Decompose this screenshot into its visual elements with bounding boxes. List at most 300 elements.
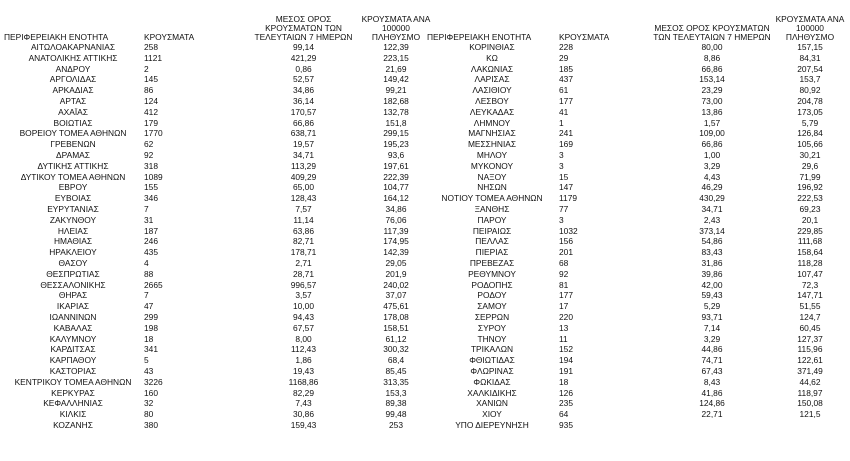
cell-region: ΚΟΡΙΝΘΙΑΣ [469,42,515,52]
cell-per100k: 158,51 [383,322,409,333]
cell-region: ΗΜΑΘΙΑΣ [53,236,93,247]
cases-table-right [427,14,847,431]
cell-avg7: 5,29 [703,301,721,312]
cell-region: ΡΟΔΟΠΗΣ [471,279,513,290]
cell-per100k: 240,02 [383,279,409,290]
table-row [4,409,431,420]
header-region: ΠΕΡΙΦΕΡΕΙΑΚΗ ΕΝΟΤΗΤΑ [427,32,532,42]
table-row [427,377,847,388]
cell-region: ΠΙΕΡΙΑΣ [475,247,509,258]
cell-avg7: 42,00 [701,279,723,290]
table-row [427,42,847,53]
cell-avg7: 4,43 [703,171,721,182]
table-row [427,182,847,193]
cell-per100k: 299,15 [383,128,409,139]
cell-cases: 160 [144,387,158,398]
cell-per100k: 99,21 [385,85,407,96]
cell-per100k: 34,86 [385,203,407,214]
cell-avg7: 1168,86 [288,376,319,387]
cell-region: ΑΧΑΪΑΣ [58,106,88,117]
cell-cases: 92 [559,268,569,279]
cell-avg7: 11,14 [293,214,314,225]
cell-avg7: 7,14 [703,322,721,333]
table-row [427,301,847,312]
cell-avg7: 23,29 [701,85,723,96]
cell-region: ΤΡΙΚΑΛΩΝ [470,344,514,355]
cell-per100k: 104,77 [383,182,409,193]
cell-region: ΠΑΡΟΥ [477,214,507,225]
cell-cases: 412 [144,106,158,117]
cell-avg7: 7,57 [295,203,312,214]
cell-cases: 156 [559,236,573,247]
cell-avg7: 82,29 [293,387,314,398]
cell-avg7: 638,71 [290,128,317,139]
table-row [4,107,431,118]
cell-per100k: 93,6 [387,149,405,160]
cell-per100k: 127,37 [797,333,823,344]
cell-per100k [773,420,847,431]
cell-per100k: 197,61 [383,160,409,171]
table-row [427,312,847,323]
cell-per100k: 124,7 [799,311,821,322]
table-row [427,398,847,409]
cell-cases: 185 [559,63,573,74]
cell-region: ΕΥΒΟΙΑΣ [54,193,92,204]
cell-per100k: 475,61 [383,301,409,312]
cell-cases: 2665 [144,279,163,290]
cell-avg7: 19,57 [293,139,314,150]
cell-avg7: 2,71 [295,257,312,268]
cell-cases: 235 [559,398,573,409]
cell-cases: 29 [559,52,569,63]
cell-cases: 64 [559,409,569,420]
cell-per100k: 158,64 [797,247,823,258]
table-row [4,172,431,183]
table-row [427,96,847,107]
cell-region: ΠΕΛΛΑΣ [475,236,509,247]
cell-region: ΝΗΣΩΝ [477,182,507,193]
cell-cases: 7 [144,203,149,214]
cell-region: ΙΚΑΡΙΑΣ [56,301,90,312]
table-row [4,128,431,139]
cell-region: ΑΝΑΤΟΛΙΚΗΣ ΑΤΤΙΚΗΣ [28,52,118,63]
cell-avg7: 3,29 [703,333,721,344]
cell-avg7: 3,29 [703,160,721,171]
cell-cases: 187 [144,225,158,236]
cell-per100k: 118,28 [797,257,823,268]
cell-cases: 80 [144,409,154,420]
cell-per100k: 68,4 [387,355,405,366]
cell-cases: 1121 [144,52,163,63]
cell-avg7: 41,86 [701,387,723,398]
cell-avg7: 31,86 [701,257,723,268]
table-row [427,247,847,258]
cell-cases: 241 [559,128,573,139]
cell-region: ΚΑΛΥΜΝΟΥ [49,333,97,344]
cell-cases: 155 [144,182,158,193]
cell-avg7: 82,71 [293,236,314,247]
cell-avg7: 153,14 [699,74,725,85]
table-row [427,236,847,247]
cell-cases: 318 [144,160,158,171]
cell-per100k: 80,92 [799,85,821,96]
cell-per100k: 300,32 [383,344,409,355]
cell-per100k: 21,69 [385,63,407,74]
cell-cases: 3 [559,149,564,160]
table-row [427,290,847,301]
table-row [427,420,847,431]
cell-region: ΛΕΥΚΑΔΑΣ [469,106,515,117]
table-row [4,182,431,193]
cell-per100k: 61,12 [385,333,407,344]
cell-region: ΞΑΝΘΗΣ [474,203,510,214]
cell-cases: 152 [559,344,573,355]
cell-avg7: 13,86 [701,106,723,117]
cell-cases: 437 [559,74,573,85]
cell-region: ΦΩΚΙΔΑΣ [473,376,511,387]
table-row [427,161,847,172]
header-cases: ΚΡΟΥΣΜΑΤΑ [559,32,610,42]
cell-per100k: 222,53 [797,193,823,204]
header-per100k: ΚΡΟΥΣΜΑΤΑ ΑΝΑ 100000 ΠΛΗΘΥΣΜΟ [361,14,431,42]
table-row [427,107,847,118]
cell-cases: 246 [144,236,158,247]
cell-cases: 5 [144,355,149,366]
cell-per100k: 76,06 [385,214,407,225]
cell-cases: 31 [144,214,154,225]
cell-avg7: 10,00 [293,301,314,312]
table-row [427,344,847,355]
cell-per100k: 153,7 [799,74,821,85]
cell-avg7 [651,420,773,431]
table-row [427,323,847,334]
cell-avg7: 19,43 [293,365,314,376]
table-row [4,323,431,334]
cell-per100k: 182,68 [383,95,409,106]
cell-region: ΖΑΚΥΝΘΟΥ [49,214,97,225]
cell-region: ΘΗΡΑΣ [58,290,88,301]
table-row [4,366,431,377]
cell-per100k: 29,05 [385,257,407,268]
cell-region: ΑΡΓΟΛΙΔΑΣ [49,74,97,85]
cell-region: ΚΩ [486,52,498,63]
cell-per100k: 30,21 [799,149,821,160]
cell-cases: 41 [559,106,569,117]
cell-avg7: 34,71 [293,149,314,160]
cell-cases: 435 [144,247,158,258]
cell-avg7: 66,86 [293,117,314,128]
cell-avg7: 67,57 [293,322,314,333]
cell-per100k: 122,61 [797,355,823,366]
cases-table-left-body [4,42,431,431]
table-row [4,258,431,269]
cell-per100k: 84,31 [799,52,821,63]
cases-table-right-body [427,42,847,431]
cell-avg7: 8,43 [703,376,721,387]
cell-avg7: 2,43 [703,214,721,225]
cell-region: ΑΡΤΑΣ [59,95,87,106]
table-row [4,334,431,345]
cell-avg7: 112,43 [291,344,316,355]
table-row [427,269,847,280]
cell-region: ΜΗΛΟΥ [476,149,508,160]
cell-cases: 3 [559,214,564,225]
cell-avg7: 170,57 [290,106,317,117]
cell-per100k: 71,99 [799,171,821,182]
table-row [427,226,847,237]
table-row [4,215,431,226]
table-row [4,398,431,409]
cell-per100k: 178,08 [383,311,409,322]
cell-per100k: 222,39 [383,171,409,182]
table-row [4,312,431,323]
cell-cases: 177 [559,290,573,301]
table-row [4,85,431,96]
cell-avg7: 36,14 [293,95,314,106]
cell-avg7: 124,86 [699,398,725,409]
cell-cases: 3 [559,160,564,171]
cell-avg7: 8,86 [703,52,721,63]
cell-region: ΜΕΣΣΗΝΙΑΣ [467,139,517,150]
cell-region: ΚΟΖΑΝΗΣ [53,419,93,430]
cell-cases: 191 [559,365,573,376]
cell-region: ΚΕΦΑΛΛΗΝΙΑΣ [43,398,103,409]
table-row [4,96,431,107]
cell-cases: 258 [144,42,158,52]
cell-avg7: 30,86 [293,409,314,420]
cell-region: ΣΑΜΟΥ [477,301,507,312]
cell-per100k: 69,23 [799,203,821,214]
header-region: ΠΕΡΙΦΕΡΕΙΑΚΗ ΕΝΟΤΗΤΑ [4,32,109,42]
cell-region: ΧΑΛΚΙΔΙΚΗΣ [467,387,517,398]
cell-region: ΑΡΚΑΔΙΑΣ [52,85,94,96]
cell-avg7: 73,00 [701,95,723,106]
cell-avg7: 67,43 [701,365,723,376]
table-row [4,290,431,301]
cell-cases: 61 [559,85,569,96]
cell-region: ΚΑΡΔΙΤΣΑΣ [50,344,96,355]
cell-cases: 1179 [559,193,578,204]
cell-per100k: 20,1 [801,214,819,225]
cell-per100k: 89,38 [385,398,407,409]
cell-avg7: 421,29 [290,52,317,63]
cell-region: ΔΡΑΜΑΣ [56,149,90,160]
cell-region: ΘΑΣΟΥ [58,257,88,268]
cell-region: ΑΙΤΩΛΟΑΚΑΡΝΑΝΙΑΣ [30,42,116,52]
cell-cases: 147 [559,182,573,193]
cell-avg7: 66,86 [701,63,723,74]
cell-per100k: 115,96 [797,344,823,355]
cell-cases: 1089 [144,171,163,182]
table-row [4,64,431,75]
cell-avg7: 3,57 [295,290,312,301]
cell-per100k: 157,15 [797,42,823,52]
cell-per100k: 313,35 [383,376,409,387]
cell-per100k: 195,23 [383,139,409,150]
cell-per100k: 229,85 [797,225,823,236]
cell-region: ΒΟΡΕΙΟΥ ΤΟΜΕΑ ΑΘΗΝΩΝ [19,128,127,139]
cell-avg7: 0,86 [295,63,312,74]
cell-per100k: 99,48 [385,409,407,420]
cell-cases: 68 [559,257,569,268]
cell-per100k: 164,12 [383,193,409,204]
cell-avg7: 996,57 [290,279,317,290]
cell-avg7: 159,43 [290,419,317,430]
cell-region: ΚΙΛΚΙΣ [59,409,87,420]
cell-per100k: 118,97 [797,387,823,398]
cell-avg7: 52,57 [293,74,314,85]
cell-avg7: 39,86 [701,268,723,279]
table-row [4,236,431,247]
cell-region: ΚΑΡΠΑΘΟΥ [49,355,97,366]
cell-per100k: 72,3 [801,279,819,290]
cell-avg7: 34,71 [701,203,723,214]
cell-per100k: 173,05 [797,106,823,117]
cell-cases: 1 [559,117,564,128]
cell-avg7: 373,14 [699,225,725,236]
cell-cases: 15 [559,171,569,182]
table-row [427,193,847,204]
cell-cases: 3226 [144,376,163,387]
cell-cases: 194 [559,355,573,366]
cell-avg7: 94,43 [293,311,314,322]
table-row [427,64,847,75]
cell-per100k: 85,45 [385,365,407,376]
cell-per100k: 253 [389,419,403,430]
cell-cases: 62 [144,139,154,150]
table-row [427,53,847,64]
cell-region: ΦΛΩΡΙΝΑΣ [470,365,514,376]
cell-cases: 299 [144,311,158,322]
cell-cases: 177 [559,95,573,106]
cell-cases: 124 [144,95,158,106]
header-cases: ΚΡΟΥΣΜΑΤΑ [144,32,195,42]
table-row [427,139,847,150]
cell-avg7: 409,29 [290,171,317,182]
cell-per100k: 44,62 [799,376,821,387]
table-row [4,247,431,258]
cell-avg7: 113,29 [291,160,316,171]
table-row [4,269,431,280]
table-row [4,118,431,129]
header-per100k: ΚΡΟΥΣΜΑΤΑ ΑΝΑ 100000 ΠΛΗΘΥΣΜΟ [775,14,845,42]
cell-per100k: 196,92 [797,182,823,193]
cell-region: ΡΟΔΟΥ [477,290,507,301]
cell-per100k: 122,39 [383,42,409,52]
cell-per100k: 150,08 [797,398,823,409]
table-row [427,409,847,420]
cell-region: ΥΠΟ ΔΙΕΡΕΥΝΗΣΗ [455,419,529,430]
table-row [4,420,431,431]
cell-per100k: 105,66 [797,139,823,150]
table-header-row [4,14,431,42]
cell-cases: 346 [144,193,158,204]
cell-per100k: 149,42 [383,74,409,85]
cell-cases: 81 [559,279,569,290]
table-row [4,355,431,366]
cell-per100k: 121,5 [799,409,821,420]
cell-per100k: 147,71 [797,290,823,301]
cell-region: ΘΕΣΠΡΩΤΙΑΣ [46,268,100,279]
cell-region: ΤΗΝΟΥ [477,333,507,344]
cell-avg7: 63,86 [293,225,314,236]
cell-per100k: 371,49 [797,365,823,376]
cell-avg7: 28,71 [293,268,314,279]
cell-per100k: 29,6 [801,160,819,171]
table-header-row [427,14,847,42]
cell-per100k: 60,45 [799,322,821,333]
cell-avg7: 22,71 [701,409,723,420]
cell-avg7: 1,57 [703,117,721,128]
cell-per100k: 142,39 [383,247,409,258]
cell-cases: 1770 [144,128,163,139]
cell-cases: 32 [144,398,154,409]
table-row [4,161,431,172]
table-row [427,355,847,366]
table-row [427,215,847,226]
cell-region: ΛΑΚΩΝΙΑΣ [470,63,514,74]
cell-cases: 169 [559,139,573,150]
cell-region: ΣΕΡΡΩΝ [474,311,510,322]
cell-avg7: 46,29 [701,182,723,193]
cell-region: ΜΥΚΟΝΟΥ [470,160,514,171]
table-row [427,150,847,161]
table-row [427,258,847,269]
table-row [4,42,431,53]
cell-avg7: 178,71 [290,247,317,258]
cell-region: ΚΕΝΤΡΙΚΟΥ ΤΟΜΕΑ ΑΘΗΝΩΝ [14,376,132,387]
cell-cases: 341 [144,344,158,355]
table-row [4,74,431,85]
cell-avg7: 1,00 [703,149,721,160]
cell-per100k: 151,8 [385,117,407,128]
cell-cases: 220 [559,311,573,322]
cell-region: ΘΕΣΣΑΛΟΝΙΚΗΣ [40,279,106,290]
cell-avg7: 44,86 [701,344,723,355]
cell-per100k: 204,78 [797,95,823,106]
cell-per100k: 117,39 [383,225,409,236]
table-row [427,280,847,291]
table-row [427,334,847,345]
cell-region: ΚΕΡΚΥΡΑΣ [51,387,95,398]
cell-region: ΑΝΔΡΟΥ [55,63,91,74]
cell-region: ΠΡΕΒΕΖΑΣ [469,257,515,268]
cell-region: ΛΑΣΙΘΙΟΥ [472,85,512,96]
cell-per100k: 132,78 [383,106,409,117]
table-row [4,377,431,388]
cell-cases: 380 [144,419,158,430]
table-row [4,204,431,215]
cell-cases: 18 [144,333,154,344]
cell-cases: 201 [559,247,573,258]
cell-region: ΚΑΒΑΛΑΣ [53,322,93,333]
cell-cases: 17 [559,301,569,312]
cell-region: ΙΩΑΝΝΙΝΩΝ [49,311,97,322]
cell-avg7: 83,43 [701,247,723,258]
cell-avg7: 66,86 [701,139,723,150]
table-row [427,128,847,139]
cell-cases: 18 [559,376,569,387]
header-avg7: ΜΕΣΟΣ ΟΡΟΣ ΚΡΟΥΣΜΑΤΩΝ ΤΩΝ ΤΕΛΕΥΤΑΙΩΝ 7 ΗΜΕΡΩΝ [653,23,771,42]
header-avg7: ΜΕΣΟΣ ΟΡΟΣ ΚΡΟΥΣΜΑΤΩΝ ΤΩΝ ΤΕΛΕΥΤΑΙΩΝ 7 ΗΜΕΡΩΝ [254,14,353,42]
cell-cases: 13 [559,322,569,333]
table-row [4,139,431,150]
table-row [427,74,847,85]
table-row [4,53,431,64]
table-row [427,388,847,399]
cell-region: ΕΒΡΟΥ [58,182,88,193]
cell-region: ΛΗΜΝΟΥ [473,117,511,128]
